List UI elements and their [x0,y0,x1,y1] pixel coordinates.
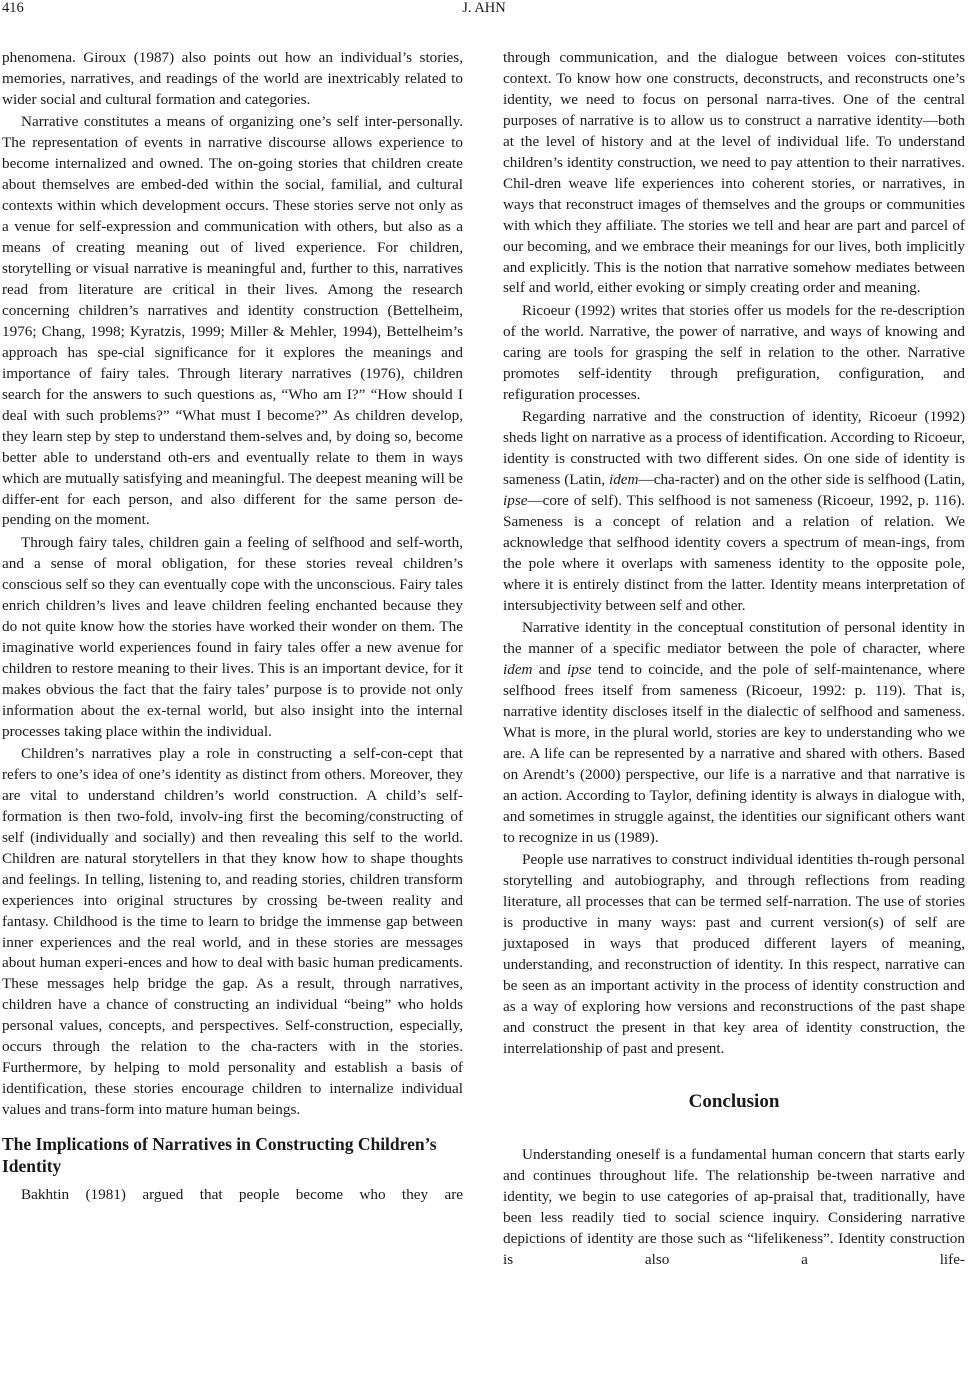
paragraph-text: Regarding narrative and the construction of identity, Ricoeur (1992) sheds light on narrative as a process of identification. According to Ricoeur, identity is constructed with two different sides. On one side of identity is sameness (Latin, [503,408,965,489]
body-paragraph: Children’s narratives play a role in constructing a self-con-cept that refers to one’s idea of one’s identity as distinct from others. Moreover, they are vital to understand children’s world construction. A child’s self-formation is then two-fold, involv-ing first the becoming/constructing of self (individually and socially) and then revealing this self to the world. Children are natural storytellers in that they know how to shape thoughts and feelings. In telling, listening to, and reading stories, children transform experiences into original structures by crossing be-tween reality and fantasy. Childhood is the time to learn to bridge the immense gap between inner experiences and the real world, and in these stories are messages about human experi-ences and how to deal with basic human predicaments. These messages help bridge the gap. As a result, through narratives, children have a chance of constructing an individual “being” who holds personal values, concepts, and perspectives. Self-construction, especially, occurs through the relation to the cha-racters with in the stories. Furthermore, by helping to mold personality and establish a basis of identification, these stories encourage children to internalize individual values and trans-form into mature human beings. [2,744,463,1119]
body-paragraph: People use narratives to construct individual identities th-rough personal storytelling and autobiography, and through reflections from reading literature, all processes that can be termed self-narration. The use of stories is productive in many ways: past and current version(s) of self are juxtaposed in ways that produced different layers of meaning, understanding, and reconstruction of identity. In this respect, narrative can be seen as an important activity in the process of identity construction and as a way of exploring how versions and reconstructions of the past shape and construct the present in that key area of identity construction, the interrelationship of past and present. [503,851,965,1057]
body-paragraph: Understanding oneself is a fundamental human concern that starts early and continues throughout life. The relationship be-tween narrative and identity, we begin to use categories of ap-praisal that, traditionally, have been less readily tied to social science inquiry. Considering narrative depictions of identity are those such as “lifelikeness”. Identity construction is also a life- [503,1145,965,1268]
body-paragraph: Narrative constitutes a means of organizing one’s self inter-personally. The representation of events in narrative discourse allows experience to become internalized and owned. The on-going stories that children create about themselves are embed-ded within the social, familial, and cultural contexts within which development occurs. These stories serve not only as a venue for self-expression and communication with others, but also as a means of creating meaning out of lived experience. For children, storytelling or visual narrative is meaningful and, further to this, narratives read from literature are critical in their lives. Among the research concerning children’s narratives and identity construction (Bettelheim, 1976; Chang, 1998; Kyratzis, 1999; Miller & Mehler, 1994), Bettelheim’s approach has spe-cial significance for it explores the meanings and importance of fairy tales. Through literary narratives (1976), children search for the answers to such questions as, “Who am I?” “How should I deal with such problems?” “What must I become?” As children develop, they learn step by step to understand them-selves and, by doing so, become better able to understand oth-ers and eventually relate to them in ways which are mutually satisfying and meaningful. The deepest meaning will be differ-ent for each person, and also different for the same person de-pending on the moment. [2,113,463,529]
left-column [2,48,463,1206]
body-paragraph [503,407,965,617]
section-heading: The Implications of Narratives in Constructing Children’s Identity [2,1134,437,1177]
body-paragraph: phenomena. Giroux (1987) also points out how an individual’s stories, memories, narratives, and readings of the world are inextricably related to wider social and cultural formation and categories. [2,49,463,108]
paragraph-text: —cha-racter) and on the other side is selfhood (Latin, [638,471,965,489]
body-paragraph: through communication, and the dialogue between voices con-stitutes context. To know how one constructs, deconstructs, and reconstructs one’s identity, we need to focus on personal narra-tives. One of the central purposes of narrative is to allow us to construct a narrative identity—both at the level of history and at the level of individual life. To understand children’s identity construction, we need to pay attention to their narratives. Chil-dren weave life experiences into coherent stories, or narratives, in ways that reconstruct images of themselves and the groups or communities with which they affiliate. The stories we tell and hear are part and parcel of our becoming, and we embrace their meanings for our lives, both implicitly and explicitly. This is the notion that narrative somehow mediates between self and world, either evoking or simply creating order and meaning. [503,49,965,297]
body-paragraph [503,618,965,848]
latin-term: ipse [567,661,592,679]
latin-term: idem [503,661,533,679]
conclusion-heading: Conclusion [688,1090,780,1112]
running-title: J. AHN [462,0,506,16]
paragraph-text: Narrative identity in the conceptual constitution of personal identity in the manner of a specific mediator between the pole of character, where [503,619,965,658]
running-head [0,0,968,20]
paragraph-text: and [532,661,567,679]
body-paragraph: Ricoeur (1992) writes that stories offer us models for the re-description of the world. Narrative, the power of narrative, and ways of knowing and caring are tools for grasping the self in relation to the other. Narrative promotes self-identity through prefiguration, configuration, and refiguration processes. [503,301,965,403]
body-paragraph: Bakhtin (1981) argued that people become who they are [21,1186,463,1204]
paragraph-text: —core of self). This selfhood is not sameness (Ricoeur, 1992, p. 116). Sameness is a concept of relation and a relation of relation. We acknowledge that selfhood identity covers a spectrum of mean-ings, from the pole where it overlaps with sameness identity to the opposite pole, where it is entirely distinct from the latter. Identity means interpretation of intersubjectivity between self and other. [503,492,965,614]
latin-term: ipse [503,492,528,510]
paragraph-text: tend to coincide, and the pole of self-maintenance, where selfhood frees itself from sameness (Ricoeur, 1992: p. 119). That is, narrative identity discloses itself in the dialectic of selfhood and sameness. What is more, in the plural world, stories are key to understanding who we are. A life can be represented by a narrative and shared with others. Based on Arendt’s (2000) perspective, our life is a narrative and that narrative is an action. According to Taylor, defining identity is always in dialogue with, and sometimes in struggle against, the identities our significant others want to recognize in us (1989). [503,661,965,846]
page-number: 416 [2,0,24,16]
latin-term: idem [608,471,639,489]
right-column [503,48,965,1270]
body-paragraph: Through fairy tales, children gain a feeling of selfhood and self-worth, and a sense of moral obligation, for these stories reveal children’s conscious self so they can eventually cope with the unconscious. Fairy tales enrich children’s lives and leave children feeling enchanted because they do not quite know how the stories have worked their wonder on them. The imaginative world experiences found in fairy tales offer a new avenue for children to restore meaning to their lives. This is an important device, for it makes obvious the fact that the fairy tales’ purpose is to provide not only information about the ex-ternal world, but also insight into the internal processes taking place within the individual. [2,533,463,740]
